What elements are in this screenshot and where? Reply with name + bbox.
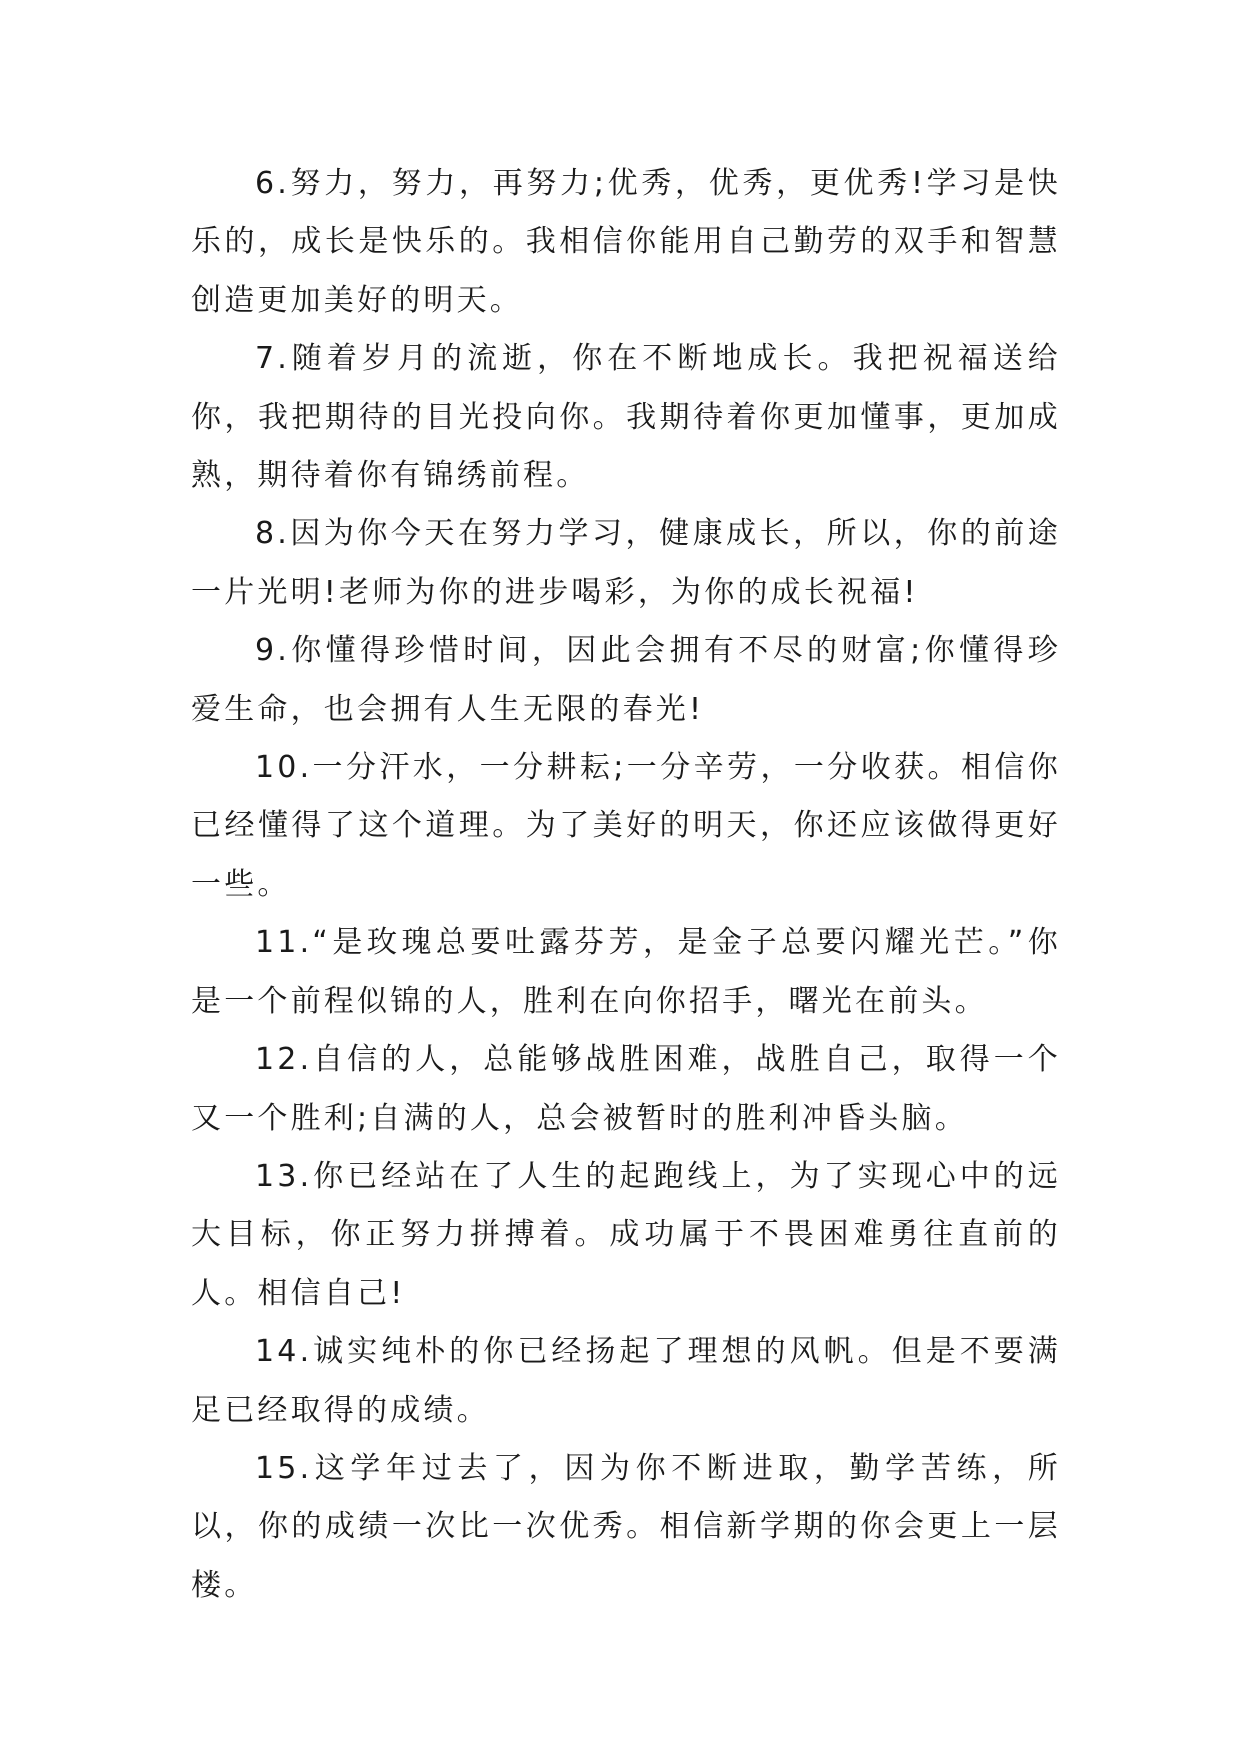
paragraph-10: 10.一分汗水，一分耕耘;一分辛劳，一分收获。相信你已经懂得了这个道理。为了美好的明天，你还应该做得更好一些。 [191, 750, 1061, 902]
paragraph-15: 15.这学年过去了，因为你不断进取，勤学苦练，所以，你的成绩一次比一次优秀。相信新学期的你会更上一层楼。 [191, 1450, 1061, 1603]
document-body [191, 155, 1061, 1615]
paragraph-13: 13.你已经站在了人生的起跑线上，为了实现心中的远大目标，你正努力拼搏着。成功属于不畏困难勇往直前的人。相信自己! [191, 1158, 1061, 1311]
paragraph-14: 14.诚实纯朴的你已经扬起了理想的风帆。但是不要满足已经取得的成绩。 [191, 1334, 1061, 1428]
paragraph-8: 8.因为你今天在努力学习，健康成长，所以，你的前途一片光明!老师为你的进步喝彩，为你的成长祝福! [191, 516, 1061, 610]
paragraph-6: 6.努力，努力，再努力;优秀，优秀，更优秀!学习是快乐的，成长是快乐的。我相信你能用自己勤劳的双手和智慧创造更加美好的明天。 [191, 166, 1061, 318]
paragraph-9: 9.你懂得珍惜时间，因此会拥有不尽的财富;你懂得珍爱生命，也会拥有人生无限的春光! [191, 633, 1061, 727]
paragraph-12: 12.自信的人，总能够战胜困难，战胜自己，取得一个又一个胜利;自满的人，总会被暂时的胜利冲昏头脑。 [191, 1042, 1061, 1136]
paragraph-11: 11.“是玫瑰总要吐露芬芳，是金子总要闪耀光芒。”你是一个前程似锦的人，胜利在向你招手，曙光在前头。 [191, 925, 1061, 1019]
paragraph-7: 7.随着岁月的流逝，你在不断地成长。我把祝福送给你，我把期待的目光投向你。我期待着你更加懂事，更加成熟，期待着你有锦绣前程。 [191, 341, 1061, 494]
